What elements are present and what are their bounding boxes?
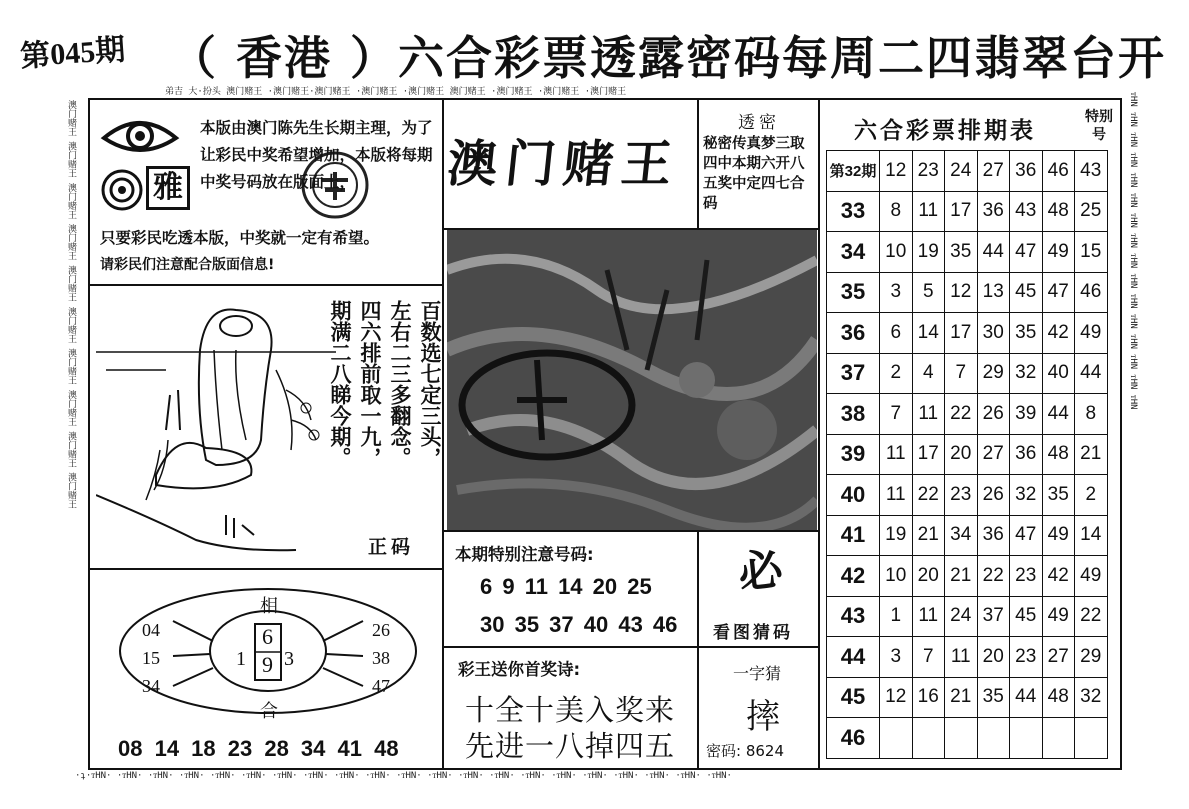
- issue-cell: 42: [827, 556, 880, 597]
- number-cell: 29: [977, 353, 1010, 394]
- oval-left-3: 34: [142, 676, 160, 696]
- oval-top-label: 相: [260, 596, 278, 616]
- intro-text-2: 只要彩民吃透本版，中奖就一定有希望。: [100, 229, 380, 247]
- illustration-texture: [447, 230, 817, 530]
- number-cell: 3: [880, 272, 913, 313]
- special-number-cell: 49: [1075, 313, 1108, 354]
- number-cell: 47: [1010, 232, 1043, 273]
- number-cell: 22: [977, 556, 1010, 597]
- special-number-cell: 21: [1075, 434, 1108, 475]
- secret-code: 密码: 8624: [706, 742, 784, 760]
- notice-numbers-row-2: 30 35 37 40 43 46: [480, 612, 678, 637]
- number-cell: 21: [912, 515, 945, 556]
- logo-badge: 雅: [146, 166, 190, 210]
- number-cell: 4: [912, 353, 945, 394]
- table-row: [827, 677, 1108, 718]
- number-cell: 7: [880, 394, 913, 435]
- table-row: [827, 151, 1108, 192]
- number-cell: 47: [1042, 272, 1075, 313]
- issue-cell: 46: [827, 718, 880, 759]
- special-number-cell: 14: [1075, 515, 1108, 556]
- number-cell: 23: [1010, 556, 1043, 597]
- number-cell: 26: [977, 475, 1010, 516]
- number-cell: 35: [1010, 313, 1043, 354]
- number-cell: 8: [880, 191, 913, 232]
- number-cell: 3: [880, 637, 913, 678]
- number-cell: 22: [912, 475, 945, 516]
- number-cell: 27: [1042, 637, 1075, 678]
- number-cell: 23: [912, 151, 945, 192]
- number-cell: 10: [880, 556, 913, 597]
- number-cell: 17: [945, 313, 978, 354]
- table-row: [827, 313, 1108, 354]
- number-cell: 48: [1042, 191, 1075, 232]
- number-cell: 34: [945, 515, 978, 556]
- number-cell: 39: [1010, 394, 1043, 435]
- issue-cell: 36: [827, 313, 880, 354]
- special-number-cell: 44: [1075, 353, 1108, 394]
- issue-cell: 44: [827, 637, 880, 678]
- oval-center-bottom: 9: [262, 652, 273, 677]
- special-number-cell: 22: [1075, 596, 1108, 637]
- number-cell: 11: [912, 596, 945, 637]
- table-row: [827, 191, 1108, 232]
- special-number-cell: 2: [1075, 475, 1108, 516]
- oval-bottom-label: 合: [260, 701, 278, 721]
- number-cell: 11: [912, 191, 945, 232]
- number-cell: [912, 718, 945, 759]
- number-cell: 13: [977, 272, 1010, 313]
- oval-left-2: 15: [142, 648, 160, 668]
- table-row: [827, 637, 1108, 678]
- number-cell: 6: [880, 313, 913, 354]
- special-number-cell: 32: [1075, 677, 1108, 718]
- number-cell: 23: [1010, 637, 1043, 678]
- number-cell: 14: [912, 313, 945, 354]
- schedule-title: 六合彩票排期表: [854, 118, 1036, 144]
- number-cell: 24: [945, 596, 978, 637]
- number-cell: 17: [945, 191, 978, 232]
- number-cell: 20: [945, 434, 978, 475]
- number-cell: 40: [1042, 353, 1075, 394]
- number-cell: 46: [1042, 151, 1075, 192]
- number-cell: 2: [880, 353, 913, 394]
- riddle-heading: 一字猜: [733, 664, 782, 683]
- number-cell: 44: [977, 232, 1010, 273]
- gift-poem-line-2: 先进一八掉四五: [465, 729, 676, 763]
- macau-title: 澳门赌王: [444, 134, 683, 193]
- issue-cell: 43: [827, 596, 880, 637]
- oval-center-right: 3: [284, 648, 294, 670]
- number-cell: 24: [945, 151, 978, 192]
- bottom-number-row: 08 14 18 23 28 34 41 48: [118, 736, 399, 761]
- oval-right-2: 38: [372, 648, 390, 668]
- poem-line-1: 百数选七定三头，: [418, 300, 442, 468]
- number-cell: 11: [880, 475, 913, 516]
- number-cell: 49: [1042, 515, 1075, 556]
- number-cell: 32: [1010, 475, 1043, 516]
- number-cell: 48: [1042, 677, 1075, 718]
- number-cell: 44: [1010, 677, 1043, 718]
- number-cell: [880, 718, 913, 759]
- table-row: [827, 475, 1108, 516]
- riddle-character: 摔: [746, 697, 780, 737]
- special-number-cell: 8: [1075, 394, 1108, 435]
- special-number-label: 特别号: [1085, 109, 1113, 143]
- oval-left-1: 04: [142, 620, 160, 640]
- zhengma-label: 正码: [368, 536, 415, 558]
- intro-text-3: 请彩民们注意配合版面信息!: [100, 257, 275, 273]
- number-cell: 10: [880, 232, 913, 273]
- number-cell: 45: [1010, 272, 1043, 313]
- divider-right: [818, 98, 820, 770]
- number-cell: 21: [945, 677, 978, 718]
- number-cell: [1010, 718, 1043, 759]
- number-cell: 30: [977, 313, 1010, 354]
- number-cell: 32: [1010, 353, 1043, 394]
- illustration-photo: [447, 230, 817, 530]
- number-cell: 27: [977, 151, 1010, 192]
- secret-text: 秘密传真梦三取四中本期六开八五奖中定四七合码: [703, 136, 805, 212]
- number-cell: 45: [1010, 596, 1043, 637]
- issue-cell: 39: [827, 434, 880, 475]
- issue-cell: 45: [827, 677, 880, 718]
- number-cell: 11: [912, 394, 945, 435]
- number-cell: 35: [1042, 475, 1075, 516]
- divider-notice: [442, 646, 820, 648]
- number-cell: 20: [977, 637, 1010, 678]
- number-cell: 11: [880, 434, 913, 475]
- number-cell: [1042, 718, 1075, 759]
- special-number-cell: 15: [1075, 232, 1108, 273]
- number-cell: 11: [945, 637, 978, 678]
- table-row: [827, 596, 1108, 637]
- number-cell: 12: [880, 151, 913, 192]
- divider-poem: [88, 568, 444, 570]
- right-border-strip: ᴛHN ᴛHN ᴛHN ᴛHN ᴛHN ᴛHN ᴛHN ᴛHN ᴛHN ᴛHN ᴛHN ᴛHN ᴛHN ᴛHN ᴛHN ᴛHN: [1128, 92, 1138, 410]
- number-cell: 35: [945, 232, 978, 273]
- special-number-cell: 29: [1075, 637, 1108, 678]
- number-cell: 48: [1042, 434, 1075, 475]
- number-cell: 36: [1010, 151, 1043, 192]
- oval-center-top: 6: [262, 624, 273, 649]
- notice-numbers-row-1: 6 9 11 14 20 25: [480, 574, 652, 599]
- number-cell: 5: [912, 272, 945, 313]
- issue-cell: 33: [827, 191, 880, 232]
- number-cell: 17: [912, 434, 945, 475]
- table-row: [827, 556, 1108, 597]
- top-border-strip: 弟吉 大·扮头 澳门赌王 ·澳门赌王·澳门赌王 ·澳门赌王 ·澳门赌王 澳门赌王 ·澳门赌王 ·澳门赌王 ·澳门赌王: [165, 87, 627, 97]
- number-cell: 36: [977, 515, 1010, 556]
- number-cell: 37: [977, 596, 1010, 637]
- number-cell: 12: [945, 272, 978, 313]
- notice-heading: 本期特别注意号码:: [455, 545, 594, 564]
- issue-cell: 34: [827, 232, 880, 273]
- number-cell: 47: [1010, 515, 1043, 556]
- page-header: [0, 0, 1189, 90]
- intro-text: 本版由澳门陈先生长期主理，为了让彩民中奖希望增加，本版将每期中奖号码放在版面上，: [200, 119, 433, 191]
- special-number-cell: 49: [1075, 556, 1108, 597]
- number-cell: 1: [880, 596, 913, 637]
- number-cell: 35: [977, 677, 1010, 718]
- number-cell: 23: [945, 475, 978, 516]
- special-number-cell: 43: [1075, 151, 1108, 192]
- divider-photo: [442, 530, 820, 532]
- table-row: [827, 434, 1108, 475]
- guess-picture-label: 看图猜码: [713, 623, 793, 643]
- poem-line-4: 期满二八睇今期。: [328, 300, 352, 468]
- bottom-border-strip: ·ʇ·ᴛHN· ·ᴛHN· ·ᴛHN· ·ᴛHN· ·ᴛHN· ·ᴛHN· ·ᴛHN· ·ᴛHN· ·ᴛHN· ·ᴛHN· ·ᴛHN· ·ᴛHN· ·ᴛHN· ·ᴛHN· ·ᴛHN· ·ᴛHN· ·ᴛHN· ·ᴛHN· ·ᴛHN· ·ᴛHN· ·ᴛHN·: [75, 771, 732, 781]
- issue-cell: 35: [827, 272, 880, 313]
- number-cell: 36: [977, 191, 1010, 232]
- number-cell: 16: [912, 677, 945, 718]
- number-cell: 19: [912, 232, 945, 273]
- number-cell: [977, 718, 1010, 759]
- number-cell: 42: [1042, 313, 1075, 354]
- signature-mark: 必: [735, 543, 786, 600]
- gift-poem-heading: 彩王送你首奖诗:: [458, 660, 581, 679]
- issue-cell: 40: [827, 475, 880, 516]
- number-cell: 21: [945, 556, 978, 597]
- headline: （ 香港 ）六合彩票透露密码每周二四翡翠台开: [170, 31, 1167, 85]
- schedule-table: [826, 150, 1108, 759]
- eye-icon: [100, 112, 180, 160]
- table-row: [827, 718, 1108, 759]
- table-row: [827, 232, 1108, 273]
- number-cell: 7: [912, 637, 945, 678]
- number-cell: [945, 718, 978, 759]
- number-cell: 7: [945, 353, 978, 394]
- special-number-cell: [1075, 718, 1108, 759]
- oval-center-left: 1: [236, 648, 246, 670]
- divider-lower-mid: [697, 530, 699, 770]
- number-cell: 49: [1042, 232, 1075, 273]
- issue-number: 第045期: [19, 33, 127, 74]
- oval-right-1: 26: [372, 620, 390, 640]
- number-cell: 27: [977, 434, 1010, 475]
- issue-cell: 41: [827, 515, 880, 556]
- table-row: [827, 394, 1108, 435]
- number-cell: 26: [977, 394, 1010, 435]
- issue-cell: 37: [827, 353, 880, 394]
- number-cell: 44: [1042, 394, 1075, 435]
- left-border-strip: 澳门赌王 澳门赌王 澳门赌王 澳门赌王 澳门赌王 澳门赌王 澳门赌王 澳门赌王 澳门赌王 澳门赌王: [66, 100, 76, 509]
- target-icon: [100, 168, 144, 212]
- oval-right-3: 47: [372, 676, 390, 696]
- number-cell: 43: [1010, 191, 1043, 232]
- divider-secret: [697, 98, 699, 228]
- deer-rock-illustration: [96, 290, 346, 560]
- number-cell: 42: [1042, 556, 1075, 597]
- number-cell: 12: [880, 677, 913, 718]
- issue-cell: 第32期: [827, 151, 880, 192]
- table-row: [827, 353, 1108, 394]
- number-cell: 22: [945, 394, 978, 435]
- number-cell: 20: [912, 556, 945, 597]
- special-number-cell: 46: [1075, 272, 1108, 313]
- poem-line-3: 四六排前取一九，: [358, 300, 382, 468]
- table-row: [827, 272, 1108, 313]
- table-row: [827, 515, 1108, 556]
- gift-poem-line-1: 十全十美入奖来: [465, 693, 676, 727]
- divider-intro: [88, 284, 444, 286]
- number-cell: 36: [1010, 434, 1043, 475]
- secret-heading: 透密: [738, 113, 780, 133]
- issue-cell: 38: [827, 394, 880, 435]
- number-cell: 19: [880, 515, 913, 556]
- special-number-cell: 25: [1075, 191, 1108, 232]
- number-cell: 49: [1042, 596, 1075, 637]
- poem-line-2: 左右二三多翻念。: [388, 300, 412, 468]
